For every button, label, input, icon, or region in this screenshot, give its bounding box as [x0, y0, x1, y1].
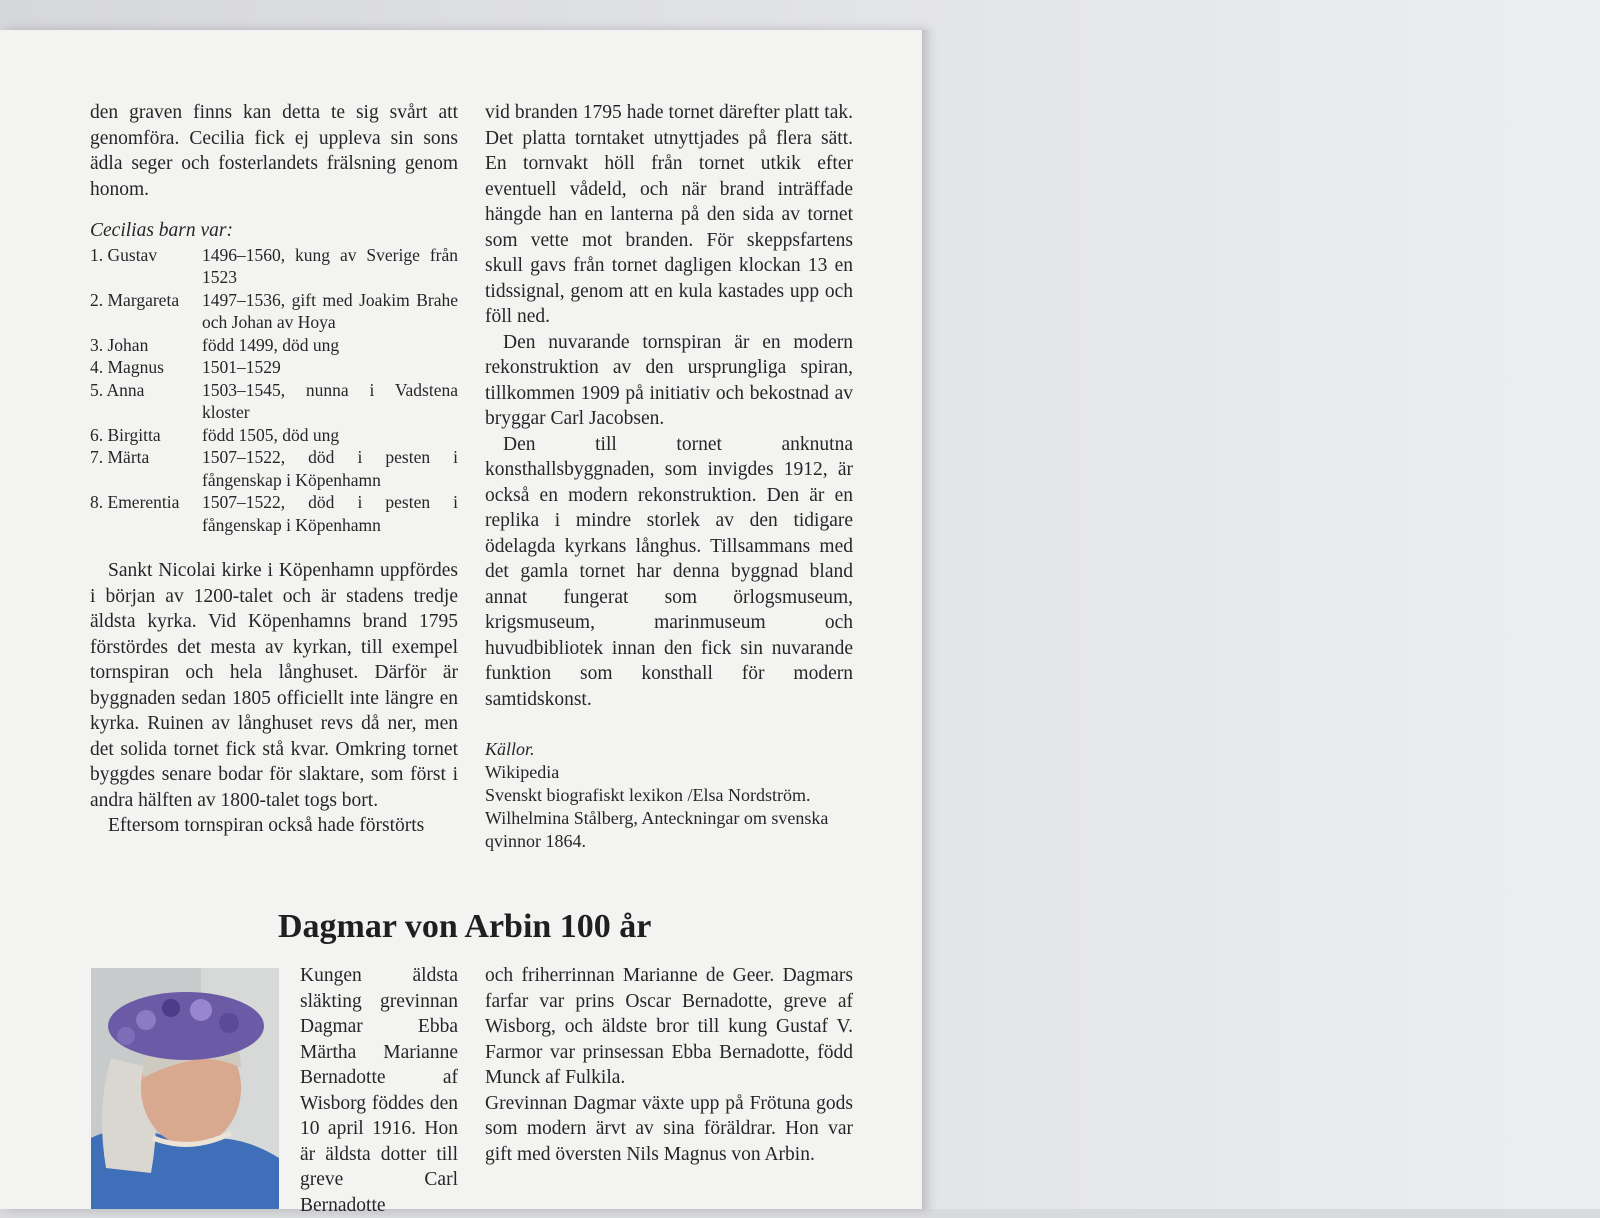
child-row — [90, 334, 458, 357]
sources — [485, 738, 853, 853]
child-details: född 1499, död ung — [202, 334, 340, 355]
child-row — [90, 356, 458, 379]
child-row — [90, 379, 458, 424]
right-paragraph-2: Den nuvarande tornspiran är en modern rekonstruktion av den ursprungliga spiran, tillkommen 1909 på initiativ och bekostnad av bryggar Carl Jacobsen. — [485, 331, 853, 429]
source-item: Svenskt biografiskt lexikon /Elsa Nordström. — [485, 785, 811, 805]
child-name: 5. Anna — [90, 379, 145, 400]
child-details: 1503–1545, nunna i Vadstena kloster — [202, 379, 458, 422]
child-row — [90, 289, 458, 334]
nicolai-paragraph: Sankt Nicolai kirke i Köpenhamn uppfördes i början av 1200-talet och är stadens tredje äldsta kyrka. Vid Köpenhamns brand 1795 förstördes det mesta av kyrkan, till exempel tornspiran och hela långhuset. Därför är byggnaden sedan 1805 officiellt inte längre en kyrka. Ruinen av långhuset revs då ner, men det solida tornet fick stå kvar. Omkring tornet byggdes senare bodar för slaktare, som först i andra hälften av 1800-talet togs bort. — [90, 560, 458, 811]
child-details: född 1505, död ung — [202, 424, 340, 445]
child-name: 8. Emerentia — [90, 492, 180, 512]
article2-paragraph-2: Grevinnan Dagmar växte upp på Frötuna gods som modern ärvt av sina föräldrar. Hon var gift med översten Nils Magnus von Arbin. — [485, 1092, 853, 1165]
child-name: 1. Gustav — [90, 244, 158, 265]
child-row — [90, 244, 458, 289]
article-headline: Dagmar von Arbin 100 år — [278, 908, 652, 945]
article2-intro: Kungen äldsta släkting grevinnan Dagmar Ebba Märtha Marianne Bernadotte af Wisborg föddes den 10 april 1916. Hon är äldsta dotter till greve Carl Bernadotte — [300, 965, 458, 1216]
right-column — [485, 100, 853, 853]
child-row — [90, 491, 458, 536]
right-paragraph-1: vid branden 1795 hade tornet därefter platt tak. Det platta torntaket utnyttjades på flera sätt. En tornvakt höll från tornet utkik efter eventuell vådeld, och när brand inträffade hängde han en lanterna på den sida av tornet som vette mot branden. För skeppsfartens skull gavs från tornet dagligen klockan 13 en tidssignal, genom att en kula kastades upp och föll ned. — [485, 102, 853, 327]
intro-paragraph: den graven finns kan detta te sig svårt att genomföra. Cecilia fick ej uppleva sin sons ädla seger och fosterlandets frälsning genom honom. — [90, 102, 458, 200]
children-list — [90, 244, 458, 537]
page-edge — [922, 30, 932, 1209]
child-details: 1496–1560, kung av Sverige från 1523 — [202, 244, 458, 287]
child-details: 1507–1522, död i pesten i fångenskap i Köpenhamn — [202, 492, 458, 535]
child-details: 1507–1522, död i pesten i fångenskap i Köpenhamn — [202, 447, 458, 490]
children-caption: Cecilias barn var: — [90, 220, 233, 241]
child-name: 7. Märta — [90, 447, 150, 467]
article2-right-column — [485, 963, 853, 1167]
source-item: Wilhelmina Stålberg, Anteckningar om svenska qvinnor 1864. — [485, 808, 829, 851]
child-details: 1501–1529 — [202, 357, 281, 377]
portrait-illustration — [91, 968, 279, 1209]
child-details: 1497–1536, gift med Joakim Brahe och Johan av Hoya — [202, 289, 458, 332]
article2-paragraph-1: och friherrinnan Marianne de Geer. Dagmars farfar var prins Oscar Bernadotte, greve af Wisborg, och äldste bror till kung Gustaf V. Farmor var prinsessan Ebba Bernadotte, född Munck af Fulkila. — [485, 965, 853, 1088]
child-name: 6. Birgitta — [90, 424, 161, 445]
portrait-photo — [91, 968, 279, 1209]
sources-label: Källor. — [485, 739, 535, 759]
child-name: 3. Johan — [90, 334, 149, 355]
tornspiran-paragraph-start: Eftersom tornspiran också hade förstörts — [108, 815, 425, 836]
child-row — [90, 446, 458, 491]
child-name: 2. Margareta — [90, 289, 180, 310]
right-paragraph-3: Den till tornet anknutna konsthallsbyggnaden, som invigdes 1912, är också en modern rekonstruktion. Den är en replika i mindre storlek av den tidigare ödelagda kyrkans långhus. Tillsammans med det gamla tornet har denna byggnad bland annat fungerat som örlogsmuseum, krigsmuseum, marinmuseum och huvudbibliotek innan den fick sin nuvarande funktion som konsthall för modern samtidskonst. — [485, 433, 853, 710]
child-name: 4. Magnus — [90, 357, 164, 377]
left-column — [90, 100, 458, 839]
child-row — [90, 424, 458, 447]
article2-narrow-column — [300, 963, 458, 1218]
source-item: Wikipedia — [485, 762, 560, 782]
